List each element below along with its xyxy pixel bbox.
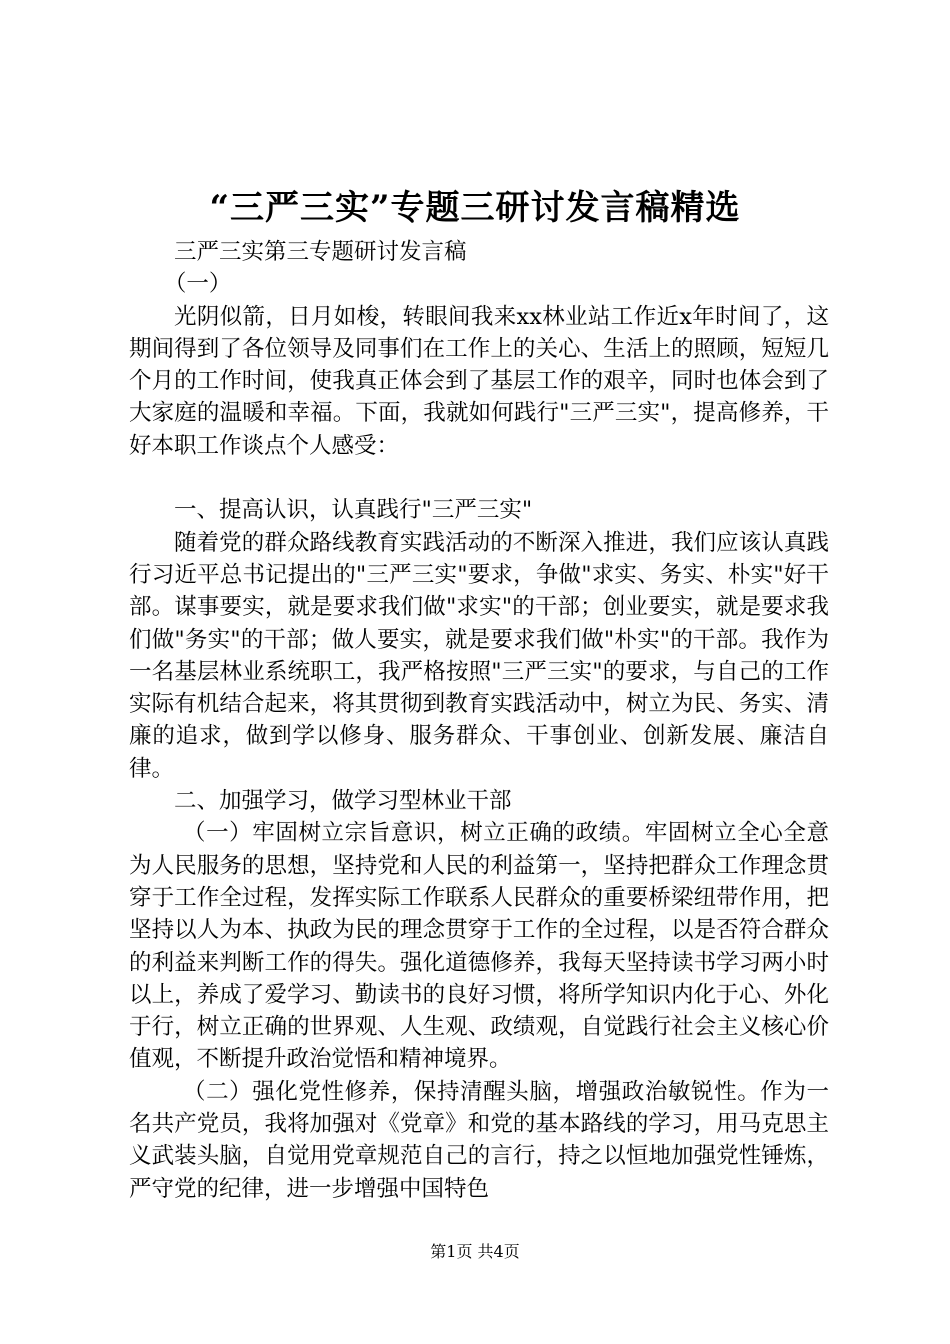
paragraph-subsection-one: （一）牢固树立宗旨意识，树立正确的政绩。牢固树立全心全意为人民服务的思想，坚持党和人民的利益第一，坚持把群众工作理念贯穿于工作全过程，发挥实际工作联系人民群众的重要桥梁纽带作用，把坚持以人为本、执政为民的理念贯穿于工作的全过程，以是否符合群众的利益来判断工作的得失。强化道德修养，我每天坚持读书学习两小时以上，养成了爱学习、勤读书的良好习惯，将所学知识内化于心、外化于行，树立正确的世界观、人生观、政绩观，自觉践行社会主义核心价值观，不断提升政治觉悟和精神境界。 <box>129 820 829 1073</box>
document-title: “三严三实”专题三研讨发言稿精选 <box>209 188 741 228</box>
page-footer: 第1页 共4页 <box>430 1242 520 1261</box>
paragraph-subsection-two: （二）强化党性修养，保持清醒头脑，增强政治敏锐性。作为一名共产党员，我将加强对《党章》和党的基本路线的学习，用马克思主义武装头脑，自觉用党章规范自己的言行，持之以恒地加强党性锤炼，严守党的纪律，进一步增强中国特色 <box>129 1078 829 1202</box>
heading-section-one: 一、提高认识，认真践行"三严三实" <box>174 497 533 524</box>
blank-line <box>129 462 829 494</box>
paragraph-section-one: 随着党的群众路线教育实践活动的不断深入推进，我们应该认真践行习近平总书记提出的"三严三实"要求，争做"求实、务实、朴实"好干部。谋事要实，就是要求我们做"求实"的干部；创业要实，就是要求我们做"务实"的干部；做人要实，就是要求我们做"朴实"的干部。我作为一名基层林业系统职工，我严格按照"三严三实"的要求，与自己的工作实际有机结合起来，将其贯彻到教育实践活动中，树立为民、务实、清廉的追求，做到学以修身、服务群众、干事创业、创新发展、廉洁自律。 <box>129 529 829 782</box>
heading-section-two: 二、加强学习，做学习型林业干部 <box>174 788 512 815</box>
document-subtitle: 三严三实第三专题研讨发言稿 <box>174 239 467 265</box>
paragraph-intro: 光阴似箭，日月如梭，转眼间我来xx林业站工作近x年时间了，这期间得到了各位领导及同事们在工作上的关心、生活上的照顾，短短几个月的工作时间，使我真正体会到了基层工作的艰辛，同时也体会到了大家庭的温暖和幸福。下面，我就如何践行"三严三实"，提高修养，干好本职工作谈点个人感受： <box>129 303 829 459</box>
section-marker: （一） <box>163 271 232 298</box>
document-body <box>129 236 829 1205</box>
